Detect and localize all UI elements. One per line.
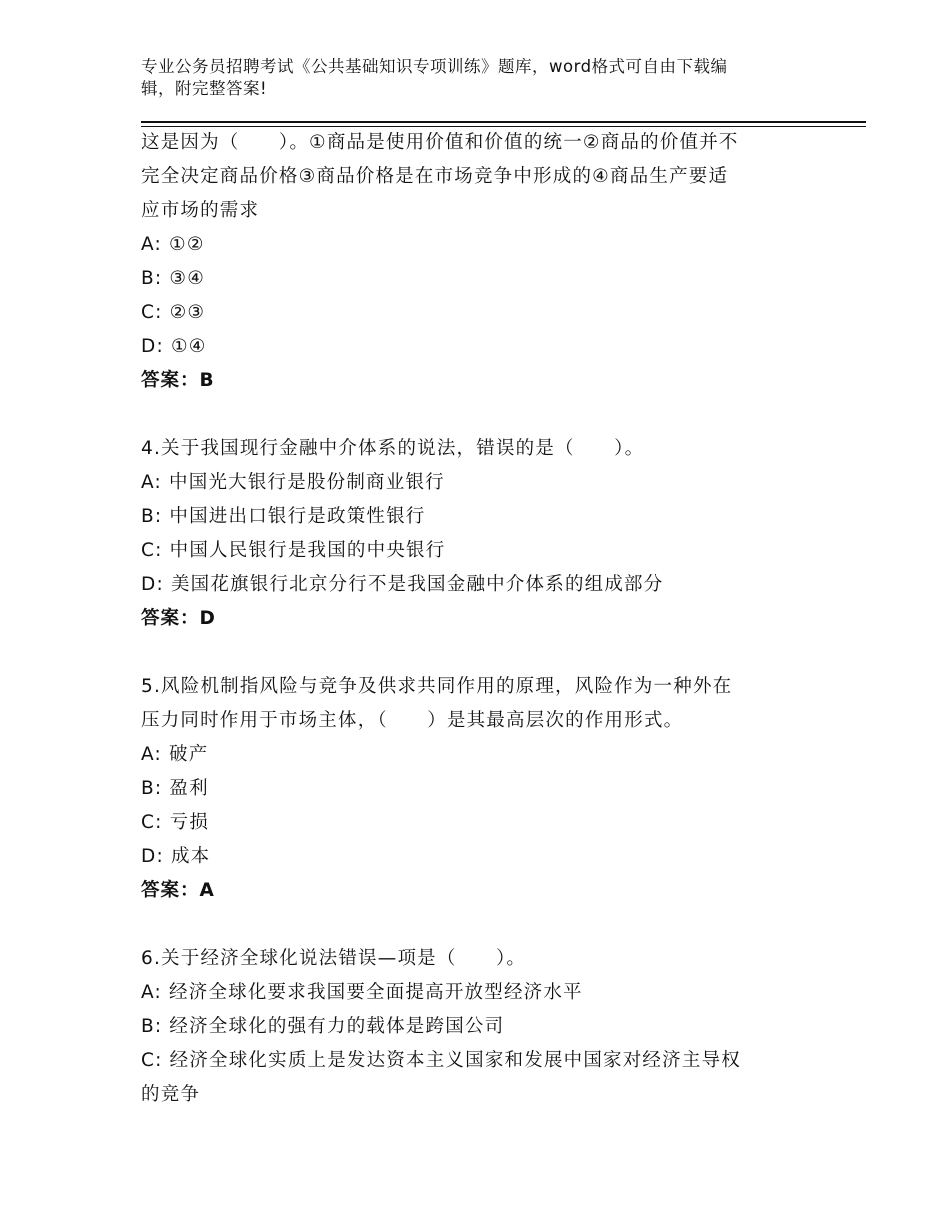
spacer (141, 636, 841, 670)
page-header (141, 56, 801, 100)
question-5-option-c: C: 亏损 (141, 812, 210, 833)
question-list (141, 126, 841, 1112)
question-5-text-line-1: 5.风险机制指风险与竞争及供求共同作用的原理，风险作为一种外在 (141, 676, 733, 697)
question-4 (141, 432, 841, 636)
question-6-option-c-continued: 的竞争 (141, 1084, 201, 1105)
question-3-answer: 答案：B (141, 370, 215, 391)
question-5-option-b: B: 盈利 (141, 778, 209, 799)
question-5 (141, 670, 841, 908)
question-4-option-b: B: 中国进出口银行是政策性银行 (141, 506, 426, 527)
question-5-option-d: D: 成本 (141, 846, 211, 867)
question-3-option-d: D: ①④ (141, 336, 207, 357)
spacer (141, 908, 841, 942)
question-6-option-c: C: 经济全球化实质上是发达资本主义国家和发展中国家对经济主导权 (141, 1050, 741, 1071)
question-6 (141, 942, 841, 1112)
question-3 (141, 126, 841, 398)
question-4-answer: 答案：D (141, 608, 216, 629)
question-4-option-c: C: 中国人民银行是我国的中央银行 (141, 540, 446, 561)
question-3-text-line-2: 完全决定商品价格③商品价格是在市场竞争中形成的④商品生产要适 (141, 166, 729, 187)
spacer (141, 398, 841, 432)
question-4-text-line-1: 4.关于我国现行金融中介体系的说法，错误的是（ ）。 (141, 438, 645, 459)
question-5-option-a: A: 破产 (141, 744, 209, 765)
header-line-2: 辑，附完整答案! (141, 79, 268, 98)
question-3-option-b: B: ③④ (141, 268, 205, 289)
question-3-text-line-1: 这是因为（ ）。①商品是使用价值和价值的统一②商品的价值并不 (141, 132, 739, 153)
question-3-option-c: C: ②③ (141, 302, 206, 323)
question-6-option-b: B: 经济全球化的强有力的载体是跨国公司 (141, 1016, 505, 1037)
question-5-answer: 答案：A (141, 880, 215, 901)
question-3-option-a: A: ①② (141, 234, 205, 255)
header-divider-thick (141, 121, 866, 123)
question-6-option-a: A: 经济全球化要求我国要全面提高开放型经济水平 (141, 982, 583, 1003)
question-3-text-line-3: 应市场的需求 (141, 200, 260, 221)
header-line-1: 专业公务员招聘考试《公共基础知识专项训练》题库，word格式可自由下载编 (141, 57, 728, 76)
question-5-text-line-2: 压力同时作用于市场主体，（ ）是其最高层次的作用形式。 (141, 710, 684, 731)
question-4-option-a: A: 中国光大银行是股份制商业银行 (141, 472, 445, 493)
question-6-text-line-1: 6.关于经济全球化说法错误—项是（ ）。 (141, 948, 527, 969)
question-4-option-d: D: 美国花旗银行北京分行不是我国金融中介体系的组成部分 (141, 574, 664, 595)
